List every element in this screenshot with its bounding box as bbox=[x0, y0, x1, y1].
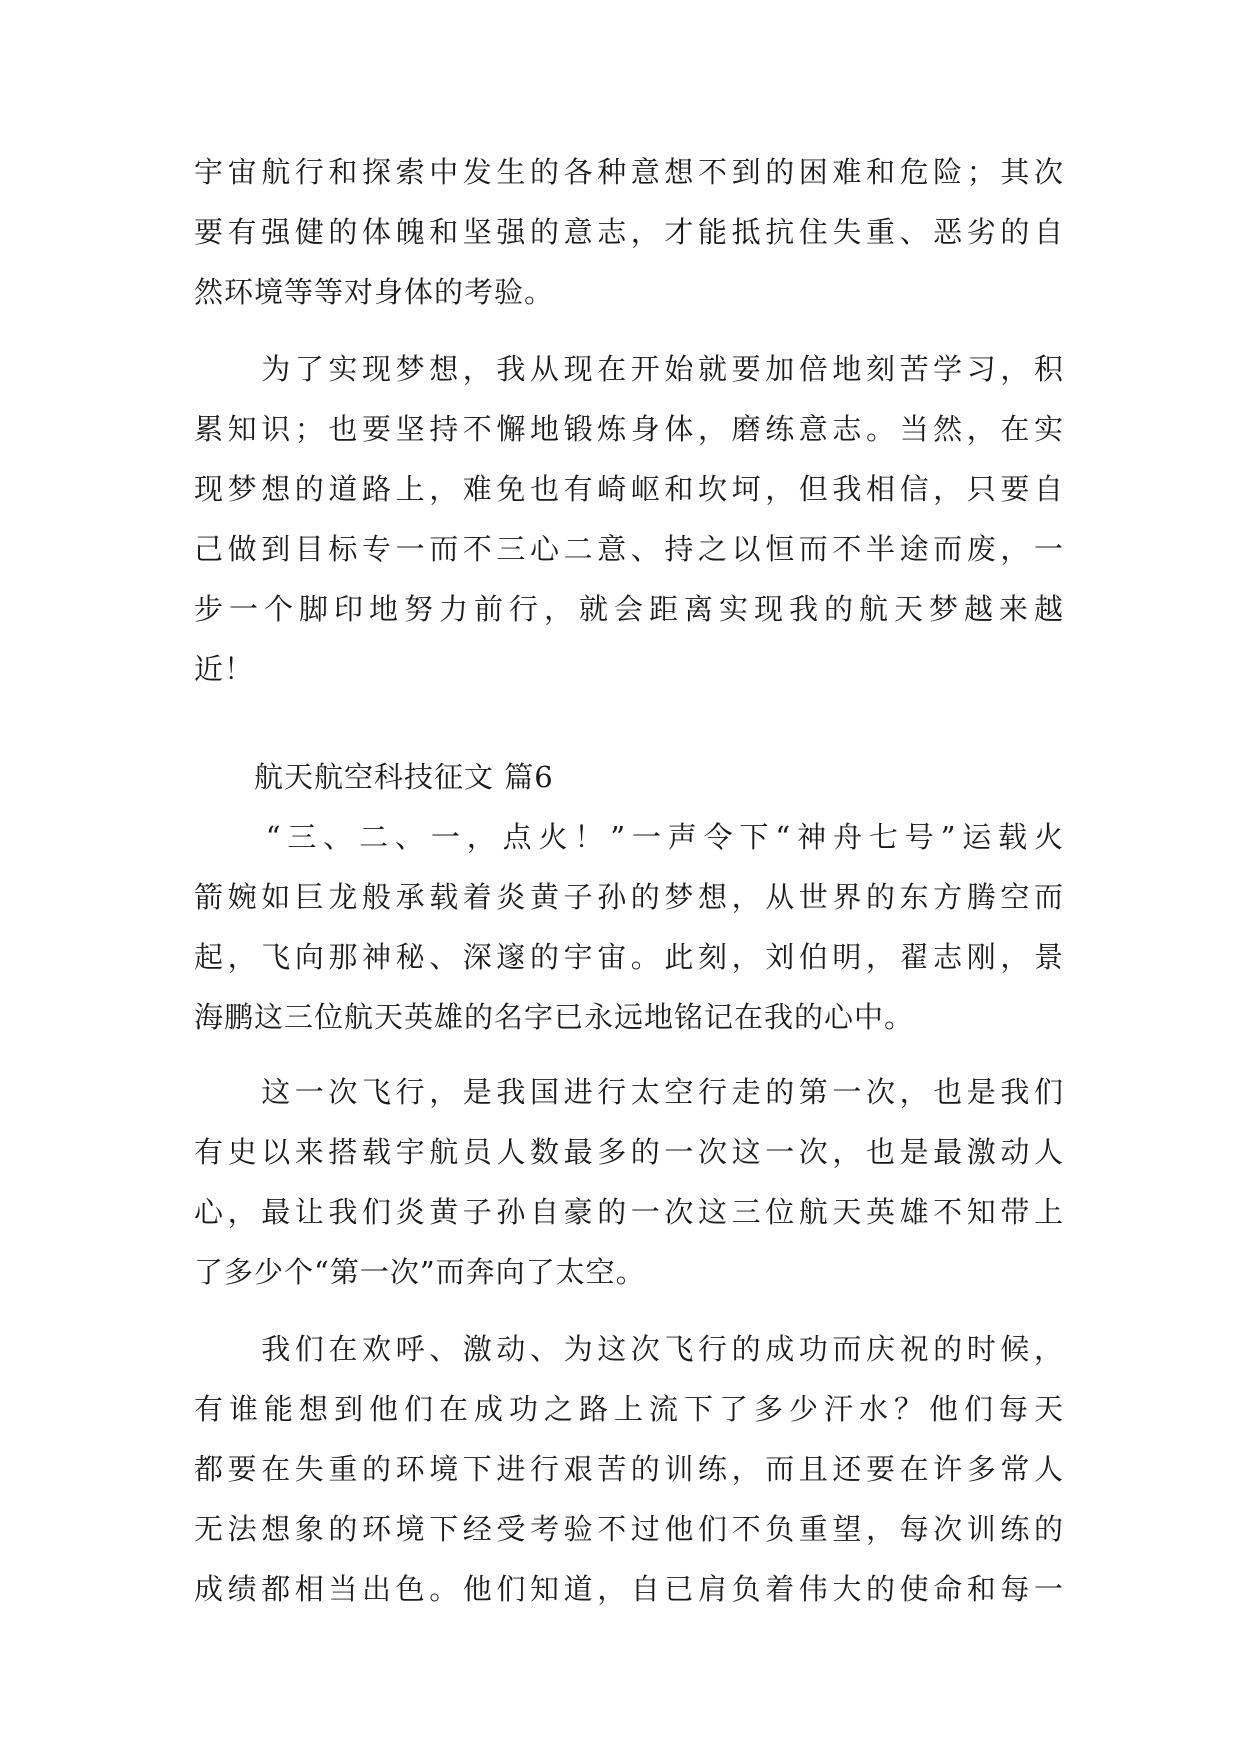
text-line: 然环境等等对身体的考验。 bbox=[194, 275, 555, 309]
text-line: 成绩都相当出色。他们知道，自已肩负着伟大的使命和每一 bbox=[194, 1572, 1064, 1606]
text-line: 累知识；也要坚持不懈地锻炼身体，磨练意志。当然，在实 bbox=[194, 412, 1064, 446]
text-line: 海鹏这三位航天英雄的名字已永远地铭记在我的心中。 bbox=[194, 1000, 915, 1034]
text-line: 现梦想的道路上，难免也有崎岖和坎坷，但我相信，只要自 bbox=[194, 472, 1064, 506]
text-line: 近！ bbox=[194, 652, 255, 686]
text-line: “三、二、一，点火！”一声令下“神舟七号”运载火 bbox=[194, 820, 1064, 854]
text-line: 无法想象的环境下经受考验不过他们不负重望，每次训练的 bbox=[194, 1512, 1064, 1546]
text-line: 心，最让我们炎黄子孙自豪的一次这三位航天英雄不知带上 bbox=[194, 1195, 1064, 1229]
text-line: 箭婉如巨龙般承载着炎黄子孙的梦想，从世界的东方腾空而 bbox=[194, 880, 1064, 914]
text-line: 我们在欢呼、激动、为这次飞行的成功而庆祝的时候， bbox=[194, 1332, 1064, 1366]
section-heading: 航天航空科技征文 篇6 bbox=[194, 760, 554, 794]
text-line: 己做到目标专一而不三心二意、持之以恒而不半途而废，一 bbox=[194, 532, 1064, 566]
text-line: 宇宙航行和探索中发生的各种意想不到的困难和危险；其次 bbox=[194, 155, 1064, 189]
text-line: 为了实现梦想，我从现在开始就要加倍地刻苦学习，积 bbox=[194, 352, 1064, 386]
text-line: 起，飞向那神秘、深邃的宇宙。此刻，刘伯明，翟志刚，景 bbox=[194, 940, 1064, 974]
text-line: 有史以来搭载宇航员人数最多的一次这一次，也是最激动人 bbox=[194, 1135, 1064, 1169]
text-line: 了多少个“第一次”而奔向了太空。 bbox=[194, 1255, 646, 1289]
text-line: 步一个脚印地努力前行，就会距离实现我的航天梦越来越 bbox=[194, 592, 1064, 626]
text-line: 都要在失重的环境下进行艰苦的训练，而且还要在许多常人 bbox=[194, 1452, 1064, 1486]
text-line: 要有强健的体魄和坚强的意志，才能抵抗住失重、恶劣的自 bbox=[194, 215, 1064, 249]
text-line: 这一次飞行，是我国进行太空行走的第一次，也是我们 bbox=[194, 1075, 1064, 1109]
text-line: 有谁能想到他们在成功之路上流下了多少汗水？他们每天 bbox=[194, 1392, 1064, 1426]
